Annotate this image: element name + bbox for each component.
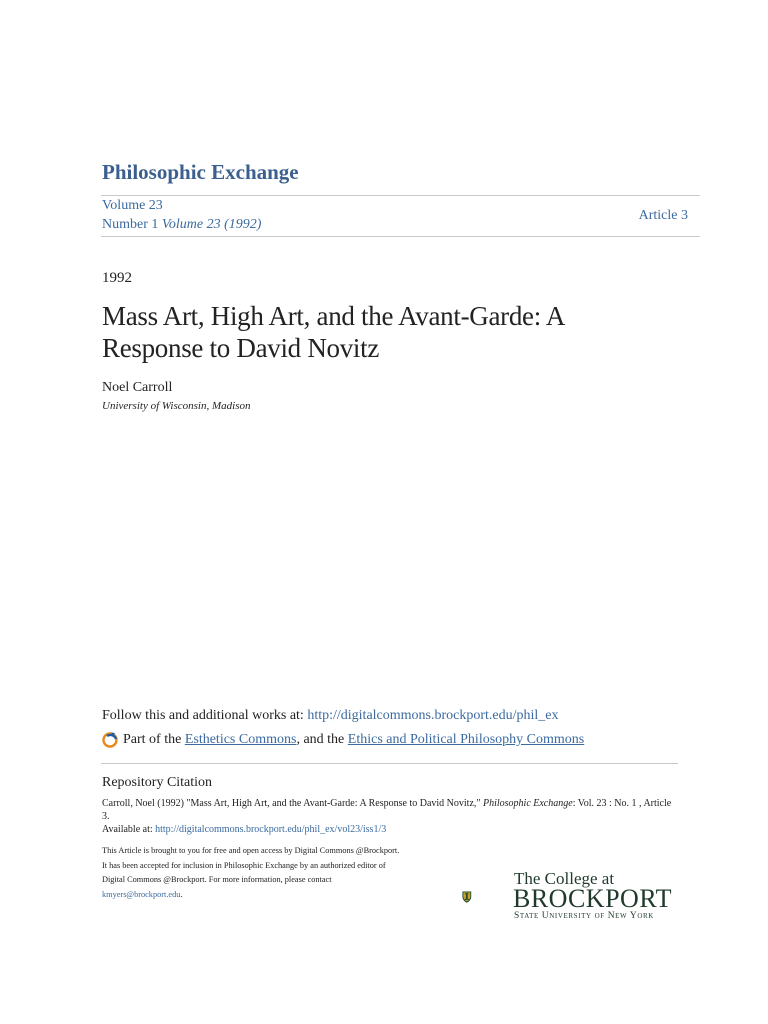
part-of-prefix: Part of the [123, 732, 182, 747]
number-line[interactable] [102, 217, 261, 233]
number-volume-label: Volume 23 (1992) [161, 217, 262, 232]
contact-email-link[interactable]: kmyers@brockport.edu [102, 889, 181, 899]
citation-text [102, 797, 672, 823]
number-label: Number 1 [102, 217, 159, 232]
citation-plain: Carroll, Noel (1992) "Mass Art, High Art, and the Avant-Garde: A Response to David Novitz," [102, 798, 481, 809]
author-affiliation: University of Wisconsin, Madison [102, 400, 251, 412]
access-notice-text: This Article is brought to you for free and open access by Digital Commons @Brockport. It has been accepted for inclusion in Philosophic Exchange by an authorized editor of Digital Commons @Brockport. For more information, please contact [102, 846, 400, 884]
access-notice [102, 844, 402, 902]
logo-line1: The College at [514, 869, 615, 888]
volume-link[interactable]: Volume 23 [102, 198, 163, 213]
ethics-commons-link[interactable]: Ethics and Political Philosophy Commons [347, 732, 585, 747]
author-name: Noel Carroll [102, 380, 173, 395]
repository-citation-heading: Repository Citation [102, 775, 213, 790]
journal-title[interactable]: Philosophic Exchange [102, 160, 299, 184]
available-label: Available at: [102, 824, 153, 835]
available-at-line [102, 824, 386, 835]
esthetics-commons-link[interactable]: Esthetics Commons [184, 732, 297, 747]
logo-line2: BROCKPORT [513, 884, 672, 913]
citation-tail: : Vol. 23 : No. 1 , Article 3. [102, 798, 672, 822]
collection-url-link[interactable]: http://digitalcommons.brockport.edu/phil_ex [307, 708, 559, 723]
divider-bottom [101, 236, 700, 237]
citation-journal: Philosophic Exchange [482, 798, 573, 809]
article-url-link[interactable]: http://digitalcommons.brockport.edu/phil_ex/vol23/iss1/3 [155, 824, 387, 835]
brockport-shield-icon [462, 870, 508, 924]
divider-top [101, 195, 700, 196]
follow-label: Follow this and additional works at: [102, 708, 304, 723]
part-of-line [102, 731, 584, 749]
logo-line3: State University of New York [514, 911, 654, 921]
follow-line [102, 708, 559, 724]
publication-year: 1992 [102, 270, 132, 286]
citation-divider [101, 763, 678, 764]
access-notice-end: . [180, 889, 183, 899]
part-of-middle: , and the [296, 732, 345, 747]
article-title: Mass Art, High Art, and the Avant-Garde: A Response to David Novitz [102, 301, 564, 363]
article-number-link[interactable]: Article 3 [638, 208, 688, 223]
creative-commons-icon [102, 731, 120, 749]
